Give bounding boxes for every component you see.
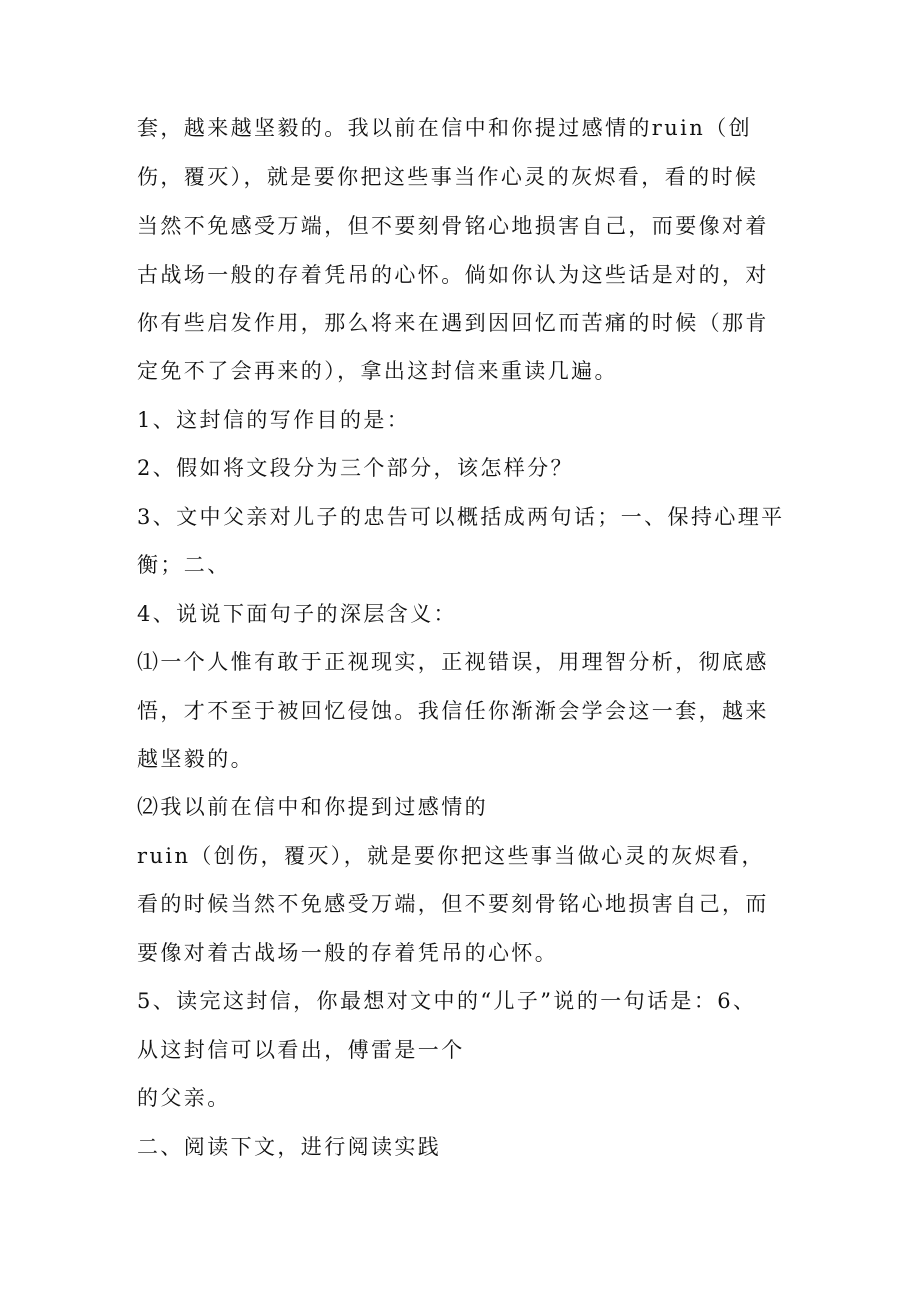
question-4: 4、说说下面句子的深层含义：: [137, 602, 457, 626]
question-6: 从这封信可以看出，傅雷是一个: [137, 1038, 465, 1062]
text-line: 要像对着古战场一般的存着凭吊的心怀。: [137, 941, 559, 965]
section-heading: 二、阅读下文，进行阅读实践: [137, 1135, 442, 1159]
text-line: 定免不了会再来的），拿出这封信来重读几遍。: [137, 359, 618, 383]
text-line: 套，越来越坚毅的。我以前在信中和你提过感情的ruin（创: [137, 116, 753, 140]
text-line: 你有些启发作用，那么将来在遇到因回忆而苦痛的时候（那肯: [137, 311, 769, 335]
text-line: 的父亲。: [137, 1086, 231, 1110]
question-5: 5、读完这封信，你最想对文中的“儿子”说的一句话是：6、: [137, 989, 757, 1013]
sub-question-1: ⑴一个人惟有敢于正视现实，正视错误，用理智分析，彻底感: [137, 650, 769, 674]
question-3: 3、文中父亲对儿子的忠告可以概括成两句话；一、保持心理平: [137, 505, 785, 529]
sub-question-2: ⑵我以前在信中和你提到过感情的: [137, 795, 488, 819]
text-line: 古战场一般的存着凭吊的心怀。倘如你认为这些话是对的，对: [137, 263, 769, 287]
question-2: 2、假如将文段分为三个部分，该怎样分？: [137, 456, 574, 480]
text-line: 当然不免感受万端，但不要刻骨铭心地损害自己，而要像对着: [137, 214, 769, 238]
text-line: 伤，覆灭），就是要你把这些事当作心灵的灰烬看，看的时候: [137, 165, 759, 189]
text-line: 衡；二、: [137, 553, 231, 577]
text-line: 看的时候当然不免感受万端，但不要刻骨铭心地损害自己，而: [137, 892, 769, 916]
text-line: ruin（创伤，覆灭），就是要你把这些事当做心灵的灰烬看，: [137, 844, 765, 868]
question-1: 1、这封信的写作目的是：: [137, 408, 411, 432]
text-line: 越坚毅的。: [137, 747, 254, 771]
text-line: 悟，才不至于被回忆侵蚀。我信任你渐渐会学会这一套，越来: [137, 699, 769, 723]
